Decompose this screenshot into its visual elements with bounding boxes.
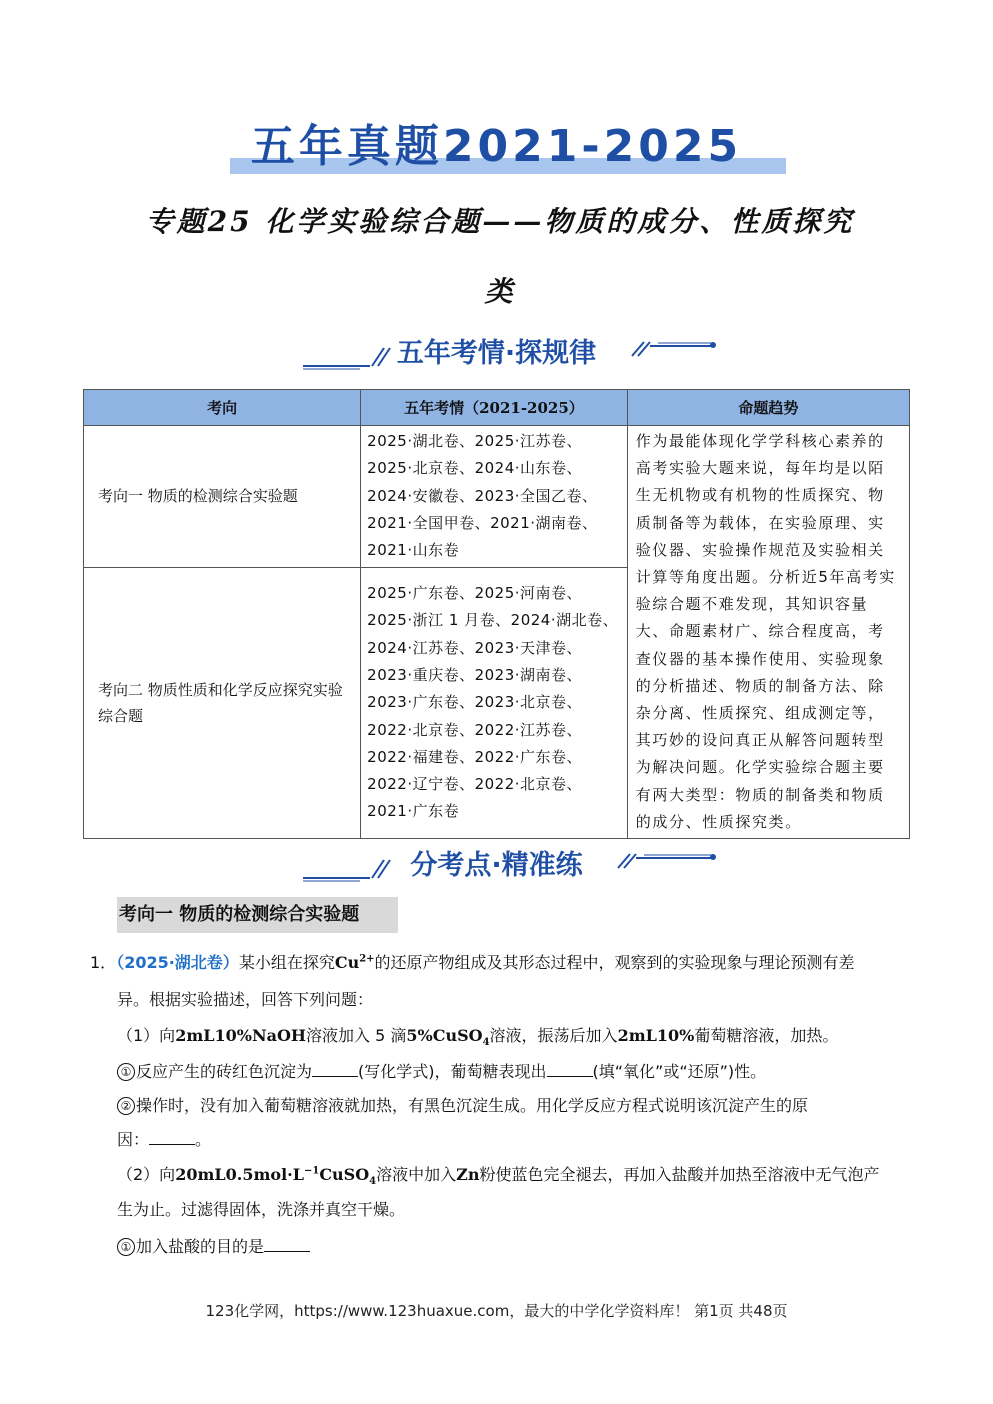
reagent-concentration: 20mL0.5mol·L [175,1165,304,1184]
part-2-line [117,1162,879,1187]
years-line: 2021·全国甲卷、2021·湖南卷、 [367,513,598,532]
part-1-line [117,1023,838,1048]
subq-1-line [117,1059,766,1082]
answer-blank[interactable] [312,1062,358,1077]
section-banner-1 [0,334,993,374]
page-footer: 123化学网，https://www.123huaxue.com，最大的中学化学资料库！ 第1页 共48页 [205,1302,788,1320]
question-number: 1． [90,953,117,972]
subtitle-line-2: 类 [484,275,516,308]
answer-blank[interactable] [264,1237,310,1252]
question-text: 的还原产物组成及其形态过程中，观察到的实验现象与理论预测有差 [374,953,855,972]
answer-blank[interactable] [149,1130,195,1145]
years-line: 2021·广东卷 [367,802,460,821]
header-trend: 命题趋势 [627,390,909,426]
years-line: 2022·辽宁卷、2022·北京卷、 [367,775,583,794]
years-line: 2025·广东卷、2025·河南卷、 [367,584,583,603]
question-source: （2025·湖北卷） [116,953,239,972]
direction-cell: 考向二 物质性质和化学反应探究实验综合题 [84,567,361,838]
section-banner-2 [0,846,993,886]
circle-number: ① [117,1063,135,1081]
trend-cell: 作为最能体现化学学科核心素养的高考实验大题来说，每年均是以陌生无机物或有机物的性质探究、物质制备等为载体，在实验原理、实验仪器、实验操作规范及实验相关计算等角度出题。分析近5年高考实验综合题不难发现，其知识容量大、命题素材广、综合程度高，考查仪器的基本操作使用、实验现象的分析描述、物质的制备方法、除杂分离、性质探究、组成测定等，其巧妙的设问真正从解答问题转型为解决问题。化学实验综合题主要有两大类型：物质的制备类和物质的成分、性质探究类。 [627,426,909,839]
question-line-1 [90,950,855,973]
years-line: 2023·重庆卷、2023·湖南卷、 [367,665,583,684]
question-text: 某小组在探究 [238,953,335,972]
years-cell [361,567,628,838]
years-line: 2025·浙江 1 月卷、2024·湖北卷、 [367,611,619,630]
header-years: 五年考情（2021-2025） [361,390,628,426]
banner-title: 五年真题2021-2025 [250,121,743,172]
direction-cell: 考向一 物质的检测综合实验题 [84,426,361,568]
years-line: 2023·广东卷、2023·北京卷、 [367,693,583,712]
ion-charge: 2+ [359,953,375,965]
reagent-naoh: 2mL10%NaOH [175,1026,307,1045]
question-text: 加入盐酸的目的是 [136,1237,265,1256]
section-title-1: 五年考情·探规律 [396,338,597,369]
years-line: 2021·山东卷 [367,541,460,560]
question-text: (填“氧化”或“还原”)性。 [592,1062,767,1081]
subq-2-line [117,1093,808,1116]
subtitle-line-1: 专题25 化学实验综合题——物质的成分、性质探究 [145,205,855,238]
question-text: (写化学式)，葡萄糖表现出 [358,1062,547,1081]
subscript: 4 [369,1176,377,1188]
answer-blank[interactable] [547,1062,593,1077]
table-row [84,426,910,568]
years-line: 2024·江苏卷、2023·天津卷、 [367,638,583,657]
section-title-2: 分考点·精准练 [410,850,583,881]
question-text: 粉使蓝色完全褪去，再加入盐酸并加热至溶液中无气泡产 [479,1165,880,1184]
circle-number: ② [117,1097,135,1115]
reagent-zn: Zn [456,1165,480,1184]
question-line-2: 异。根据实验描述，回答下列问题： [117,990,374,1009]
years-line: 2025·北京卷、2024·山东卷、 [367,459,583,478]
years-line: 2024·安徽卷、2023·全国乙卷、 [367,486,598,505]
reagent-cuso4: 5%CuSO [406,1026,483,1045]
subq-3-line [117,1234,310,1257]
question-text: 反应产生的砖红色沉淀为 [136,1062,313,1081]
circle-number: ① [117,1238,135,1256]
reagent-cuso4: CuSO [319,1165,370,1184]
question-text: 操作时，没有加入葡萄糖溶液就加热，有黑色沉淀生成。用化学反应方程式说明该沉淀产生的原 [136,1096,809,1115]
question-text: 溶液中加入 [376,1165,457,1184]
question-text: （2）向 [117,1165,176,1184]
header-direction: 考向 [84,390,361,426]
summary-table [83,389,910,839]
ion-formula: Cu [334,953,360,972]
question-text: （1）向 [117,1026,176,1045]
question-text: 溶液加入 5 滴 [306,1026,407,1045]
question-text: 。 [195,1130,212,1149]
reagent-glucose: 2mL10% [617,1026,695,1045]
table-header-row [84,390,910,426]
part-2-line-2: 生为止。过滤得固体，洗涤并真空干燥。 [117,1200,406,1219]
superscript: −1 [303,1165,320,1177]
question-text: 因： [117,1130,150,1149]
years-line: 2025·湖北卷、2025·江苏卷、 [367,432,583,451]
banner [0,118,993,176]
category-title: 考向一 物质的检测综合实验题 [117,897,398,933]
subscript: 4 [482,1037,490,1049]
subq-2-line-2 [117,1127,211,1150]
question-text: 溶液，振荡后加入 [489,1026,618,1045]
years-line: 2022·北京卷、2022·江苏卷、 [367,720,583,739]
years-cell [361,426,628,568]
years-line: 2022·福建卷、2022·广东卷、 [367,747,583,766]
question-text: 葡萄糖溶液，加热。 [694,1026,839,1045]
